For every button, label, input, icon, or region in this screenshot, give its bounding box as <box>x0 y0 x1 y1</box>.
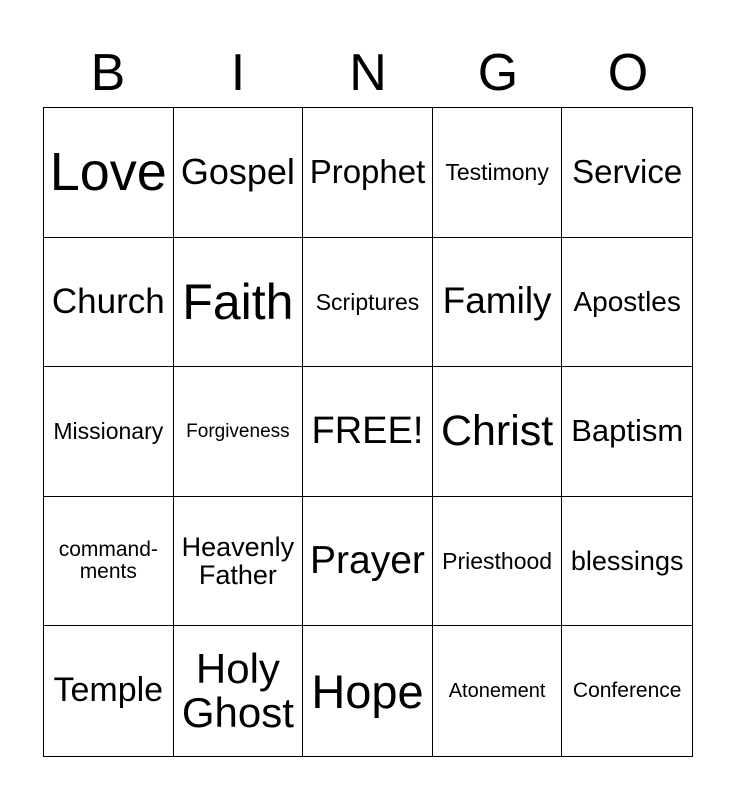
bingo-cell[interactable]: Baptism <box>562 367 692 497</box>
bingo-header <box>43 40 693 106</box>
bingo-cell[interactable]: Forgiveness <box>174 367 304 497</box>
header-letter-b: B <box>90 44 126 102</box>
bingo-cell[interactable]: Love <box>44 108 174 238</box>
bingo-cell[interactable]: Hope <box>303 626 433 756</box>
bingo-cell[interactable]: Apostles <box>562 238 692 368</box>
header-letter-g: G <box>477 44 519 102</box>
bingo-cell[interactable]: Missionary <box>44 367 174 497</box>
header-letter-o: O <box>607 44 649 102</box>
bingo-cell[interactable]: Priesthood <box>433 497 563 627</box>
bingo-cell[interactable]: Faith <box>174 238 304 368</box>
bingo-cell[interactable]: Conference <box>572 679 682 703</box>
bingo-cell[interactable]: Heavenly Father <box>174 497 304 627</box>
bingo-cell[interactable]: Family <box>433 238 563 368</box>
bingo-cell[interactable]: Gospel <box>174 108 304 238</box>
bingo-cell[interactable]: Atonement <box>433 626 563 756</box>
bingo-cell[interactable]: blessings <box>562 497 692 627</box>
header-letter-n: N <box>349 44 387 102</box>
bingo-cell[interactable]: command- ments <box>44 497 174 627</box>
bingo-cell[interactable]: Service <box>562 108 692 238</box>
bingo-cell[interactable]: Christ <box>433 367 563 497</box>
bingo-cell[interactable]: Testimony <box>433 108 563 238</box>
bingo-cell[interactable]: Temple <box>44 626 174 756</box>
bingo-cell[interactable]: Prophet <box>303 108 433 238</box>
bingo-cell[interactable]: Church <box>44 238 174 368</box>
bingo-cell[interactable]: Scriptures <box>303 238 433 368</box>
header-letter-i: I <box>230 44 246 102</box>
bingo-cell[interactable]: Holy Ghost <box>174 626 304 756</box>
bingo-cell[interactable]: Prayer <box>303 497 433 627</box>
bingo-cell[interactable]: FREE! <box>303 367 433 497</box>
bingo-board <box>43 107 693 757</box>
